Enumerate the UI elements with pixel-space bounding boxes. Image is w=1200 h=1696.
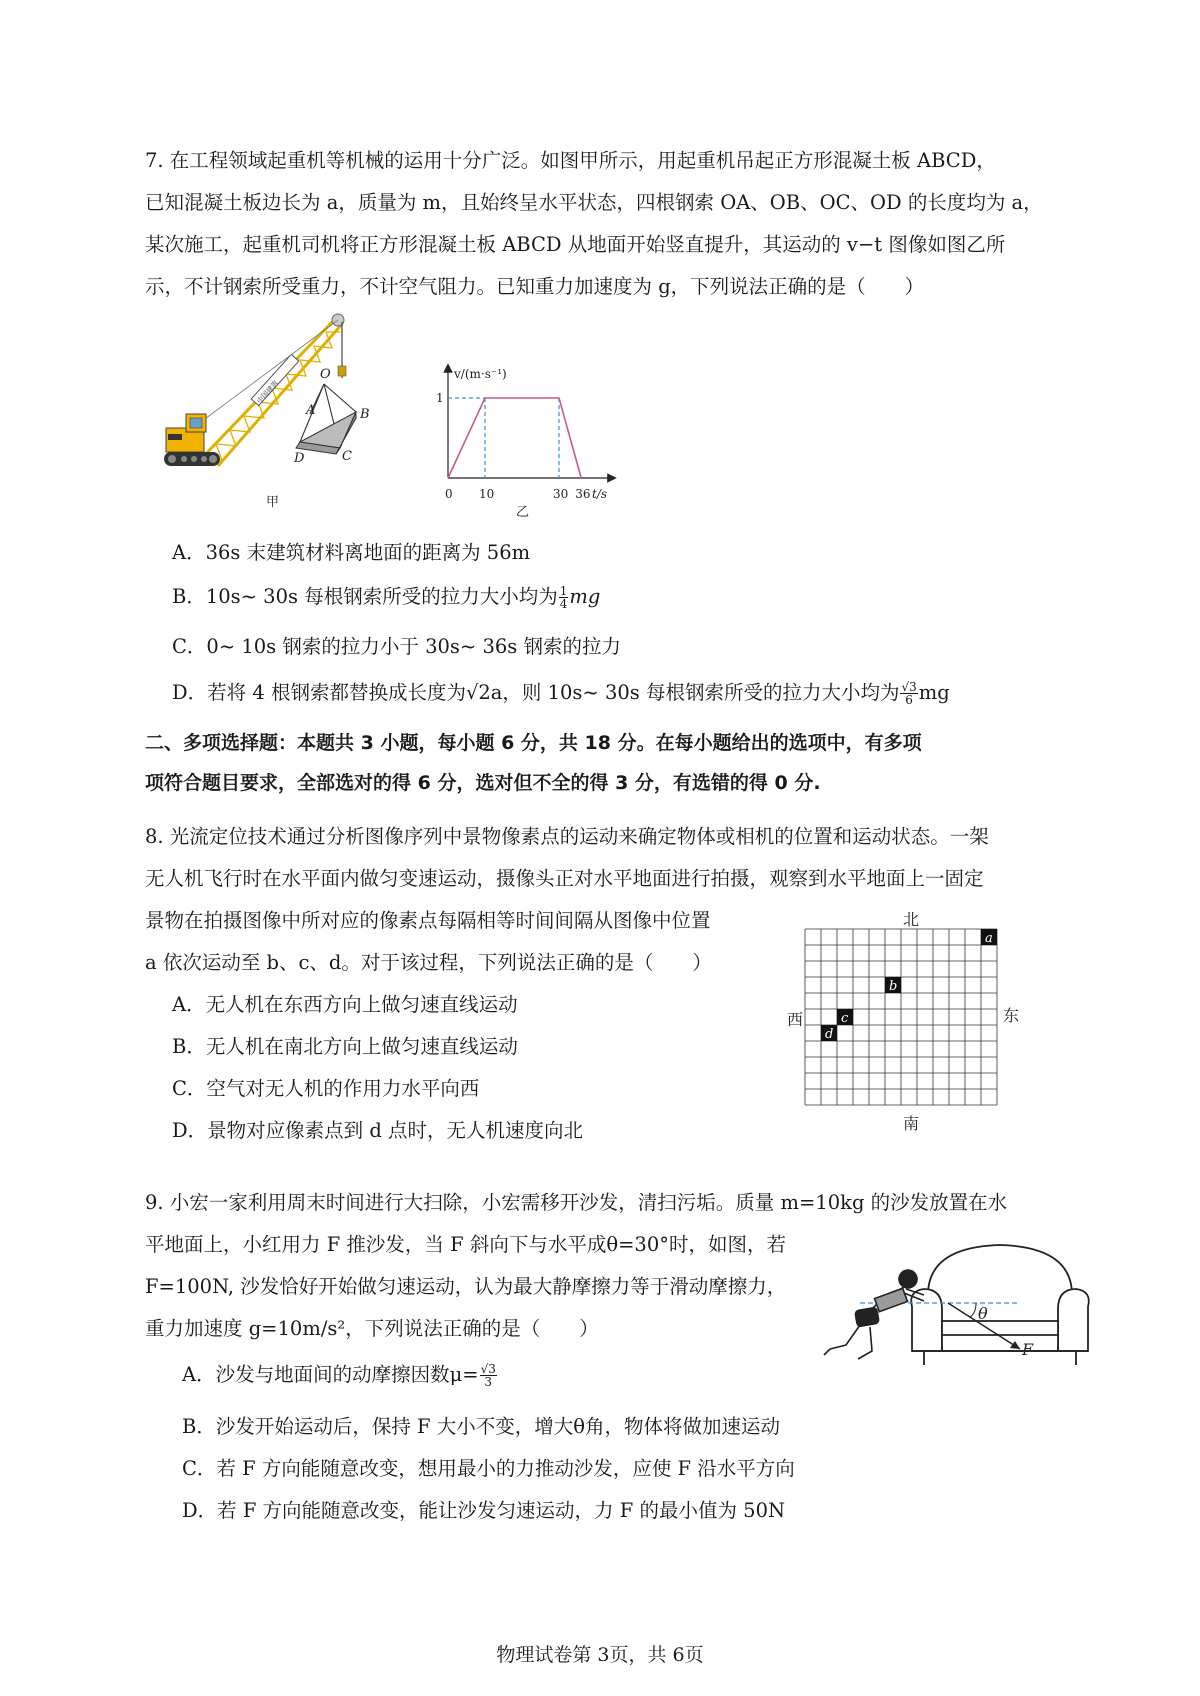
label-west: 西 [787, 1010, 804, 1029]
q9-option-a-text: A．沙发与地面间的动摩擦因数μ= [182, 1363, 479, 1386]
vt-chart [430, 360, 620, 520]
q8-option-c: C．空气对无人机的作用力水平向西 [172, 1077, 480, 1100]
frac-num: √3 [901, 680, 917, 694]
x-tick-label: 30 [553, 487, 569, 501]
theta-label: θ [978, 1304, 988, 1323]
q7-option-d [172, 680, 950, 706]
x-tick-label: 0 [445, 487, 453, 501]
q7-line-4: 示，不计钢索所受重力，不计空气阻力。已知重力加速度为 g，下列说法正确的是（ ） [145, 275, 925, 298]
label-south: 南 [903, 1114, 920, 1133]
q7-option-b-text: B．10s~ 30s 每根钢索所受的拉力大小均为 [172, 585, 558, 608]
frac-den: 6 [905, 693, 913, 707]
fraction-1-4 [559, 585, 569, 610]
q8-line-3: 景物在拍摄图像中所对应的像素点每隔相等时间间隔从图像中位置 [145, 909, 711, 932]
label-O: O [320, 367, 331, 382]
frac-den: 3 [484, 1375, 493, 1389]
y-tick-label: 1 [436, 391, 444, 405]
section2-line-2: 项符合题目要求，全部选对的得 6 分，选对但不全的得 3 分，有选错的得 0 分. [145, 772, 821, 794]
label-yi: 乙 [516, 505, 530, 520]
force-label: F [1022, 1340, 1034, 1359]
q7-option-d-text: D．若将 4 根钢索都替换成长度为√2a，则 10s~ 30s 每根钢索所受的拉力大小均为 [172, 681, 900, 704]
sofa-push-figure [820, 1235, 1110, 1385]
q8-line-2: 无人机飞行时在水平面内做匀变速运动，摄像头正对水平地面进行拍摄，观察到水平地面上一固定 [145, 867, 984, 890]
q9-option-a [182, 1362, 498, 1388]
q8-line-1: 8. 光流定位技术通过分析图像序列中景物像素点的运动来确定物体或相机的位置和运动状态。一架 [145, 825, 989, 848]
y-axis-label: v/(m·s⁻¹) [454, 367, 507, 381]
fraction-sqrt3-6 [900, 681, 917, 706]
q9-line-3: F=100N, 沙发恰好开始做匀速运动，认为最大静摩擦力等于滑动摩擦力， [145, 1275, 787, 1298]
page-footer: 物理试卷第 3页，共 6页 [496, 1644, 704, 1666]
label-jia: 甲 [266, 495, 280, 510]
q7-line-2: 已知混凝土板边长为 a，质量为 m，且始终呈水平状态，四根钢索 OA、OB、OC、OD 的长度均为 a， [145, 191, 1043, 214]
q8-option-b: B．无人机在南北方向上做匀速直线运动 [172, 1035, 518, 1058]
series-line [448, 398, 581, 478]
q9-option-c: C．若 F 方向能随意改变，想用最小的力推动沙发，应使 F 沿水平方向 [182, 1457, 795, 1480]
section2-line-1: 二、多项选择题：本题共 3 小题，每小题 6 分，共 18 分。在每小题给出的选项中，有多项 [145, 732, 922, 754]
q8-option-d: D．景物对应像素点到 d 点时，无人机速度向北 [172, 1119, 584, 1142]
q7-option-d-unit: mg [918, 681, 950, 704]
q9-line-1: 9. 小宏一家利用周末时间进行大扫除，小宏需移开沙发，清扫污垢。质量 m=10kg 的沙发放置在水 [145, 1191, 1008, 1214]
pixel-a-label: a [985, 931, 993, 946]
label-B: B [360, 407, 370, 422]
pixel-c-label: c [841, 1011, 849, 1026]
crane-logo: 中国建筑 [255, 379, 281, 406]
label-D: D [294, 451, 305, 466]
fraction-sqrt3-3 [480, 1363, 497, 1388]
q8-option-a: A．无人机在东西方向上做匀速直线运动 [172, 993, 518, 1016]
q9-option-d: D．若 F 方向能随意改变，能让沙发匀速运动，力 F 的最小值为 50N [182, 1499, 786, 1522]
x-tick-label: 10 [479, 487, 495, 501]
label-east: 东 [1003, 1006, 1020, 1025]
q7-option-c: C．0~ 10s 钢索的拉力小于 30s~ 36s 钢索的拉力 [172, 635, 621, 658]
frac-den: 4 [559, 597, 568, 611]
q8-line-4: a 依次运动至 b、c、d。对于该过程，下列说法正确的是（ ） [145, 951, 712, 974]
person-pushing [824, 1270, 924, 1359]
q7-option-b [172, 584, 600, 610]
frac-num: √3 [480, 1362, 496, 1376]
q7-line-3: 某次施工，起重机司机将正方形混凝土板 ABCD 从地面开始竖直提升，其运动的 v−t 图像如图乙所 [145, 233, 1006, 256]
q7-line-1: 7. 在工程领域起重机等机械的运用十分广泛。如图甲所示，用起重机吊起正方形混凝土板 ABCD， [145, 149, 996, 172]
q9-line-2: 平地面上，小红用力 F 推沙发，当 F 斜向下与水平成θ=30°时，如图，若 [145, 1233, 786, 1256]
label-C: C [342, 449, 352, 464]
q9-line-4: 重力加速度 g=10m/s²，下列说法正确的是（ ） [145, 1317, 599, 1340]
crane-figure [160, 310, 400, 510]
frac-num: 1 [559, 584, 568, 598]
q7-option-a: A．36s 末建筑材料离地面的距离为 56m [172, 541, 531, 564]
pixel-grid-figure [785, 905, 1025, 1135]
label-A: A [306, 403, 316, 418]
pixel-d-label: d [825, 1027, 834, 1042]
sofa [911, 1245, 1089, 1365]
label-north: 北 [903, 910, 920, 929]
pixel-b-label: b [889, 979, 898, 994]
q9-option-b: B．沙发开始运动后，保持 F 大小不变，增大θ角，物体将做加速运动 [182, 1415, 780, 1438]
q7-option-b-unit: mg [569, 585, 601, 608]
x-axis-label: t/s [592, 487, 608, 501]
x-tick-label: 36 [575, 487, 591, 501]
